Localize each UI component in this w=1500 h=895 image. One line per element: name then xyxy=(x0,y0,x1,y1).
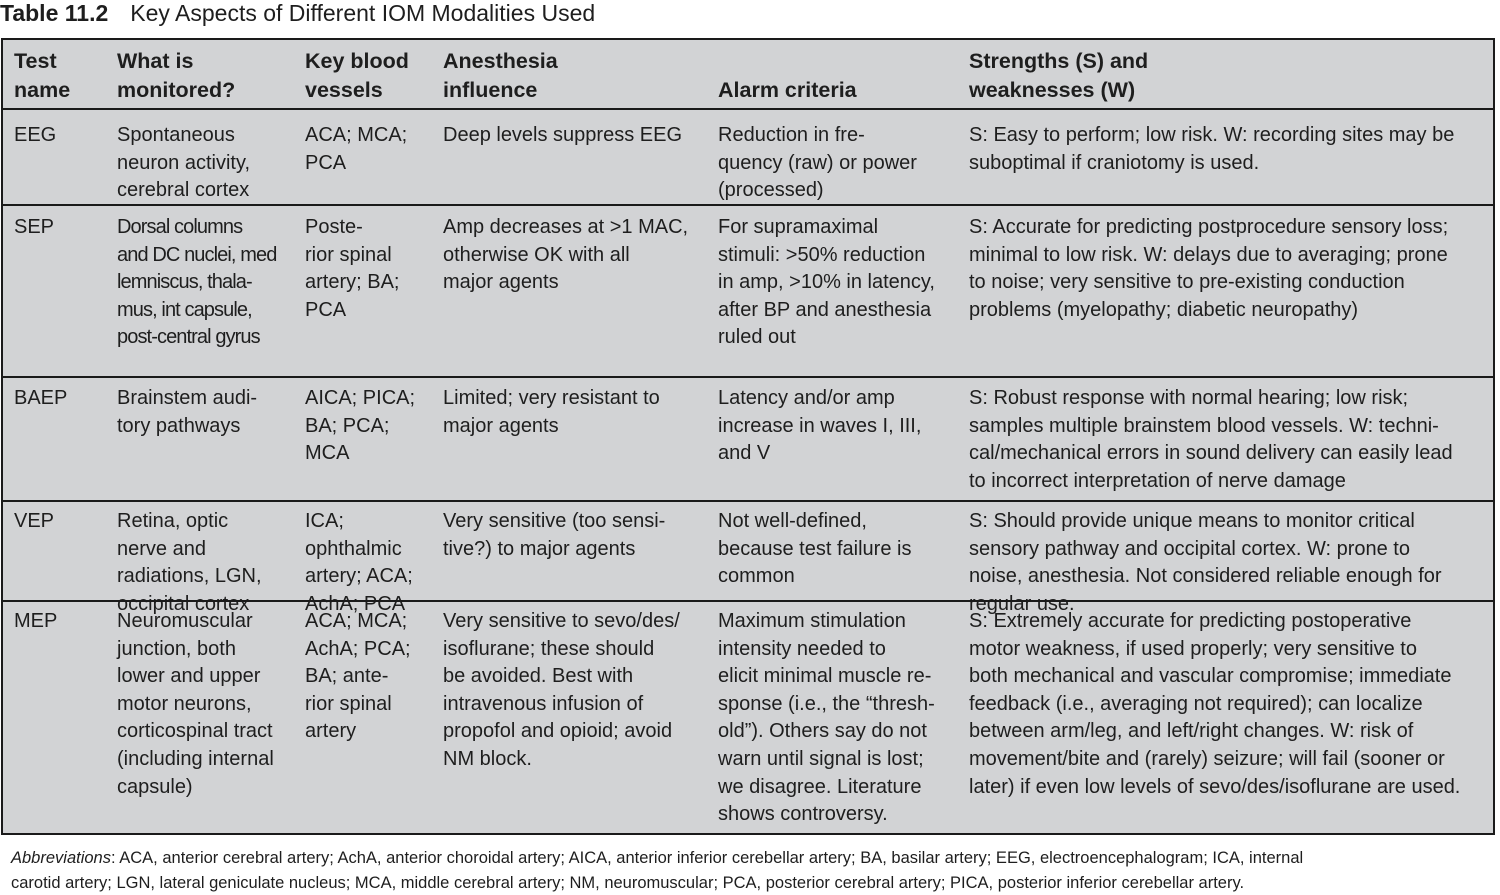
cell-vessels: ACA; MCA; PCA xyxy=(305,122,433,177)
cell-alarm: Not well-defined, because test failure is common xyxy=(718,508,958,591)
cell-strengths: S: Extremely accurate for predicting postoperative motor weakness, if used properly; very sensitive to both mechanical and vascular compromise; immediate feedback (i.e., averaging not required); can localize between arm/leg, and left/right changes. W: risk of movement/bite and (rarely) seizure; will fail (sooner or later) if even low levels of sevo/des/isoflurane are used. xyxy=(969,608,1489,801)
cell-anesthesia: Limited; very resistant to major agents xyxy=(443,385,705,440)
cell-monitored: Retina, optic nerve and radiations, LGN, occipital cortex xyxy=(117,508,293,618)
cell-monitored: Dorsal columns and DC nuclei, med lemniscus, thala- mus, int capsule, post-central gyrus xyxy=(117,214,293,352)
abbreviations-footnote xyxy=(11,846,1491,895)
cell-anesthesia: Very sensitive (too sensi- tive?) to major agents xyxy=(443,508,705,563)
cell-test-name: MEP xyxy=(14,608,106,636)
cell-vessels: ACA; MCA; AchA; PCA; BA; ante- rior spinal artery xyxy=(305,608,433,746)
table-caption xyxy=(0,0,595,32)
cell-test-name: BAEP xyxy=(14,385,106,413)
cell-vessels: Poste- rior spinal artery; BA; PCA xyxy=(305,214,433,324)
cell-test-name: EEG xyxy=(14,122,106,150)
header-row xyxy=(3,47,1493,111)
header-key-blood-vessels: Key blood vessels xyxy=(305,47,433,105)
abbreviations-line-1: : ACA, anterior cerebral artery; AchA, anterior choroidal artery; AICA, anterior inferior cerebellar artery; BA, basilar artery; EEG, electroencephalogram; ICA, internal xyxy=(111,849,1303,867)
table-row xyxy=(3,600,1493,835)
cell-alarm: Reduction in fre- quency (raw) or power (processed) xyxy=(718,122,958,205)
header-test-name: Test name xyxy=(14,47,106,105)
abbreviations-label: Abbreviations xyxy=(11,849,111,867)
table-title: Key Aspects of Different IOM Modalities Used xyxy=(130,0,595,26)
cell-anesthesia: Deep levels suppress EEG xyxy=(443,122,705,150)
cell-strengths: S: Accurate for predicting postprocedure sensory loss; minimal to low risk. W: delays due to averaging; prone to noise; very sensitive to pre-existing conduction problems (myelopathy; diabetic neuropathy) xyxy=(969,214,1489,324)
table-number: Table 11.2 xyxy=(0,0,108,26)
cell-vessels: ICA; ophthalmic artery; ACA; AchA; PCA xyxy=(305,508,433,618)
table-row xyxy=(3,376,1493,502)
cell-alarm: For supramaximal stimuli: >50% reduction in amp, >10% in latency, after BP and anesthesia ruled out xyxy=(718,214,958,352)
abbreviations-line-2: carotid artery; LGN, lateral geniculate nucleus; MCA, middle cerebral artery; NM, neuromuscular; PCA, posterior cerebral artery; PICA, posterior inferior cerebellar artery. xyxy=(11,871,1491,895)
cell-strengths: S: Easy to perform; low risk. W: recording sites may be suboptimal if craniotomy is used. xyxy=(969,122,1489,177)
header-alarm-criteria: Alarm criteria xyxy=(718,76,958,105)
header-what-monitored: What is monitored? xyxy=(117,47,293,105)
header-anesthesia-influence: Anesthesia influence xyxy=(443,47,705,105)
cell-test-name: VEP xyxy=(14,508,106,536)
cell-monitored: Neuromuscular junction, both lower and upper motor neurons, corticospinal tract (including internal capsule) xyxy=(117,608,293,801)
table-row xyxy=(3,204,1493,378)
cell-monitored: Brainstem audi- tory pathways xyxy=(117,385,293,440)
header-strengths-weaknesses: Strengths (S) and weaknesses (W) xyxy=(969,47,1489,105)
table-row xyxy=(3,108,1493,206)
cell-alarm: Maximum stimulation intensity needed to elicit minimal muscle re- sponse (i.e., the “thresh- old”). Others say do not warn until signal is lost; we disagree. Literature shows controversy. xyxy=(718,608,958,829)
cell-strengths: S: Should provide unique means to monitor critical sensory pathway and occipital cortex. W: prone to noise, anesthesia. Not considered reliable enough for regular use. xyxy=(969,508,1489,618)
cell-strengths: S: Robust response with normal hearing; low risk; samples multiple brainstem blood vessels. W: techni- cal/mechanical errors in sound delivery can easily lead to incorrect interpretation of nerve damage xyxy=(969,385,1489,495)
cell-anesthesia: Very sensitive to sevo/des/ isoflurane; these should be avoided. Best with intravenous infusion of propofol and opioid; avoid NM block. xyxy=(443,608,705,774)
iom-modalities-table xyxy=(1,38,1495,835)
cell-vessels: AICA; PICA; BA; PCA; MCA xyxy=(305,385,433,468)
cell-alarm: Latency and/or amp increase in waves I, III, and V xyxy=(718,385,958,468)
cell-anesthesia: Amp decreases at >1 MAC, otherwise OK with all major agents xyxy=(443,214,705,297)
cell-test-name: SEP xyxy=(14,214,106,242)
cell-monitored: Spontaneous neuron activity, cerebral cortex xyxy=(117,122,293,205)
